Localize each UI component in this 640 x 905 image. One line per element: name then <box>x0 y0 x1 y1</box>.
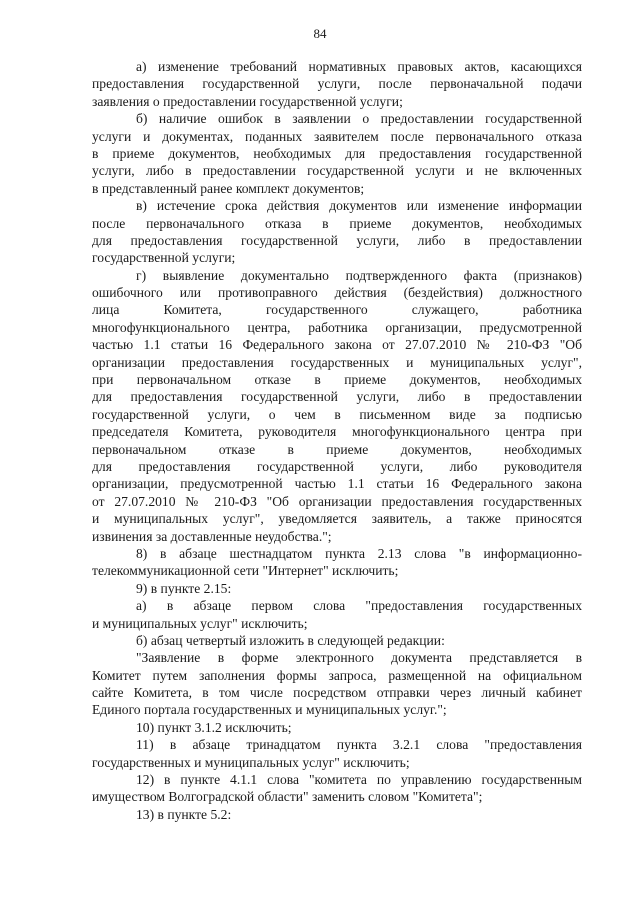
text-line: председателя Комитета, руководителя многофункционального центра при <box>92 424 582 440</box>
text-line: для предоставления государственной услуги, либо в предоставлении <box>92 232 582 248</box>
text-line: телекоммуникационной сети "Интернет" исключить; <box>92 563 399 579</box>
text-line: первоначальном отказе в приеме документов, необходимых <box>92 441 582 457</box>
text-line: имуществом Волгоградской области" заменить словом "Комитета"; <box>92 789 483 805</box>
text-line: г) выявление документально подтвержденного факта (признаков) <box>136 267 582 283</box>
text-line: 9) в пункте 2.15: <box>136 580 232 596</box>
text-line: а) в абзаце первом слова "предоставления государственных <box>136 598 582 614</box>
text-line: государственной услуги; <box>92 250 236 266</box>
text-line: государственных и муниципальных услуг" исключить; <box>92 754 410 770</box>
text-line: при первоначальном отказе в приеме документов, необходимых <box>92 372 582 388</box>
text-line: 11) в абзаце тринадцатом пункта 3.2.1 слова "предоставления <box>136 737 582 753</box>
text-line: заявления о предоставлении государственной услуги; <box>92 93 403 109</box>
text-line: частью 1.1 статьи 16 Федерального закона от 27.07.2010 № 210-ФЗ "Об <box>92 337 582 353</box>
text-line: лица Комитета, государственного служащего, работника <box>92 302 582 318</box>
text-line: б) абзац четвертый изложить в следующей редакции: <box>136 632 445 648</box>
text-line: Комитет путем заполнения формы запроса, размещенной на официальном <box>92 667 582 683</box>
text-line: услуги и документах, поданных заявителем после первоначального отказа <box>92 128 582 144</box>
text-line: б) наличие ошибок в заявлении о предоставлении государственной <box>136 111 582 127</box>
text-line: в приеме документов, необходимых для предоставления государственной <box>92 145 582 161</box>
text-line: в) истечение срока действия документов или изменение информации <box>136 198 582 214</box>
text-line: 10) пункт 3.1.2 исключить; <box>136 719 292 735</box>
text-line: организации предоставления государственных и муниципальных услуг", <box>92 354 582 370</box>
document-body <box>92 58 582 823</box>
text-line: для предоставления государственной услуги, либо руководителя <box>92 458 582 474</box>
text-line: "Заявление в форме электронного документа представляется в <box>136 650 582 666</box>
text-line: 12) в пункте 4.1.1 слова "комитета по управлению государственным <box>136 772 582 788</box>
text-line: для предоставления государственной услуги, либо в предоставлении <box>92 389 582 405</box>
text-line: государственной услуги, о чем в письменном виде за подписью <box>92 406 582 422</box>
text-line: 8) в абзаце шестнадцатом пункта 2.13 слова "в информационно- <box>136 545 582 561</box>
text-line: извинения за доставленные неудобства."; <box>92 528 332 544</box>
text-line: многофункционального центра, работника организации, предусмотренной <box>92 319 582 335</box>
text-line: организации, предусмотренной частью 1.1 статьи 16 Федерального закона <box>92 476 582 492</box>
text-line: Единого портала государственных и муниципальных услуг."; <box>92 702 447 718</box>
text-line: а) изменение требований нормативных правовых актов, касающихся <box>136 59 582 74</box>
text-line: ошибочного или противоправного действия (бездействия) должностного <box>92 285 582 301</box>
page-number: 84 <box>313 26 327 41</box>
text-line: от 27.07.2010 № 210-ФЗ "Об организации предоставления государственных <box>92 493 582 509</box>
text-line: в представленный ранее комплект документов; <box>92 180 365 196</box>
text-line: услуги, либо в предоставлении государственной услуги и не включенных <box>92 163 582 179</box>
text-line: 13) в пункте 5.2: <box>136 806 232 822</box>
text-line: предоставления государственной услуги, после первоначальной подачи <box>92 76 582 92</box>
text-line: и муниципальных услуг", уведомляется заявитель, а также приносятся <box>92 511 582 527</box>
text-line: сайте Комитета, в том числе посредством отправки через личный кабинет <box>92 685 582 701</box>
text-line: после первоначального отказа в приеме документов, необходимых <box>92 215 582 231</box>
text-line: и муниципальных услуг" исключить; <box>92 615 308 631</box>
